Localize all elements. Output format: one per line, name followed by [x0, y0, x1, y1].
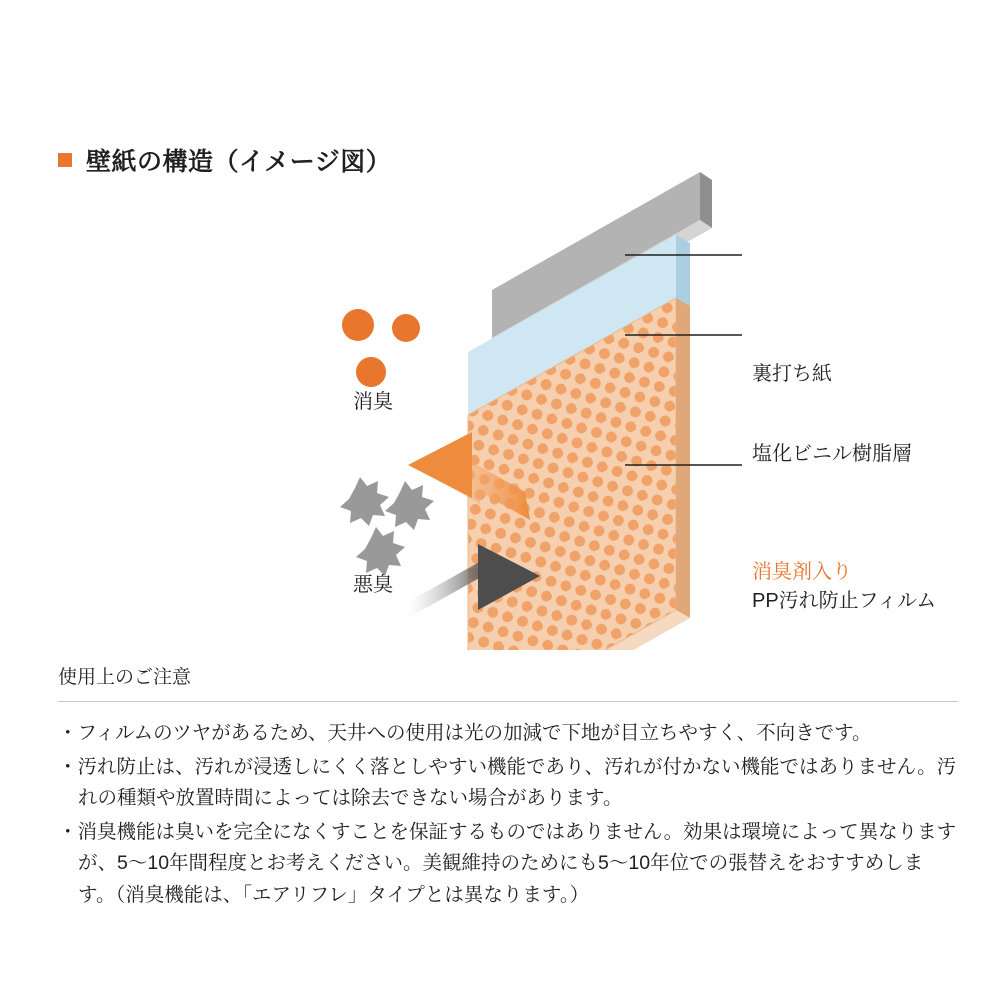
label-vinyl-layer: 塩化ビニル樹脂層: [752, 443, 912, 465]
label-pp-film-line1: 消臭剤入り: [752, 561, 852, 583]
label-backing-paper: 裏打ち紙: [752, 363, 832, 385]
label-deodorize: 消臭: [353, 391, 393, 413]
notes-heading: 使用上のご注意: [58, 667, 192, 688]
list-item: ・ 消臭機能は臭いを完全になくすことを保証するものではありません。効果は環境によって異なりますが、5〜10年間程度とお考えください。美観維持のためにも5〜10年位での張替えをおすすめします。（消臭機能は、「エアリフレ」タイプとは異なります。）: [58, 817, 958, 912]
list-item: ・ フィルムのツヤがあるため、天井への使用は光の加減で下地が目立ちやすく、不向きです。: [58, 718, 958, 750]
label-pp-film: [752, 558, 936, 616]
notes-list: [58, 702, 958, 911]
particles-odor: [340, 477, 434, 576]
label-odor: 悪臭: [353, 574, 393, 596]
wallpaper-structure-diagram: [0, 120, 1000, 650]
label-pp-film-line2: PP汚れ防止フィルム: [752, 590, 937, 612]
particles-deodorized: [342, 309, 420, 387]
list-item: ・ 汚れ防止は、汚れが浸透しにくく落としやすい機能であり、汚れが付かない機能ではありません。汚れの種類や放置時間によっては除去できない場合があります。: [58, 752, 958, 815]
notes-section: [58, 662, 958, 913]
page-title-text: 壁紙の構造（イメージ図）: [86, 148, 392, 176]
